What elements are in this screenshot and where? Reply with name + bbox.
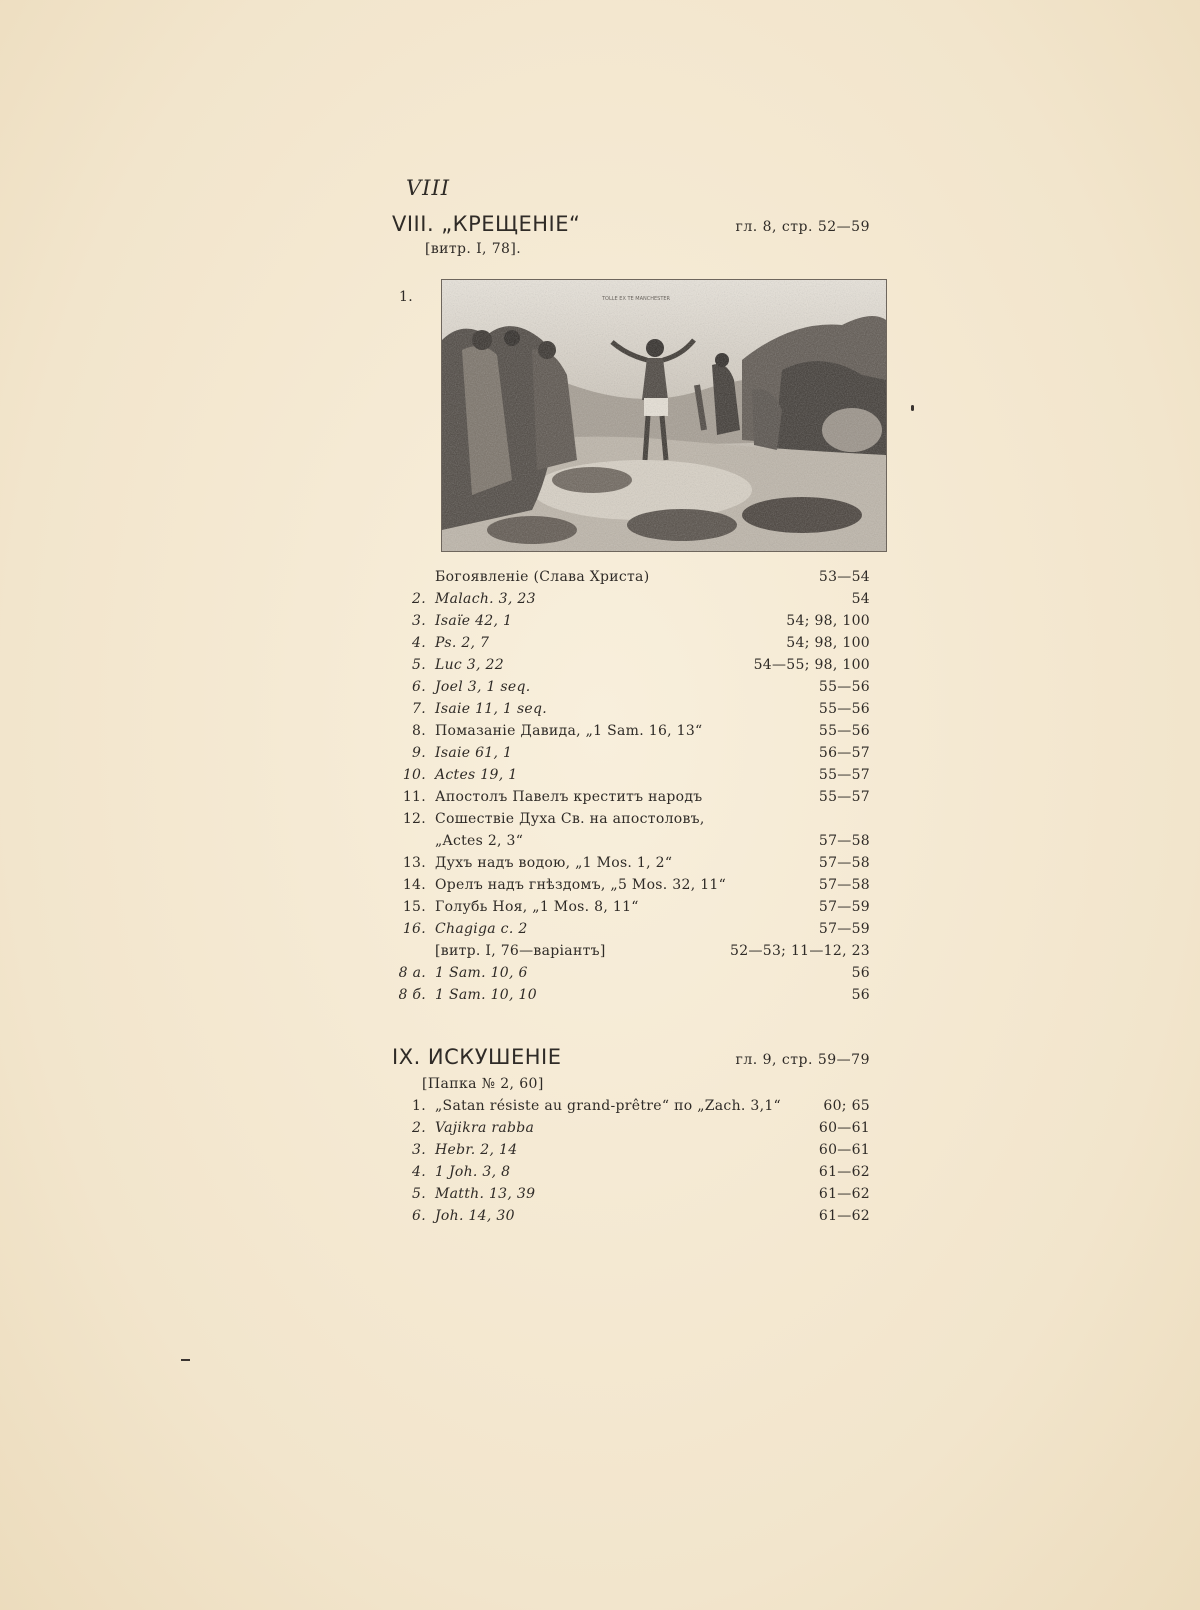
index-entry	[392, 921, 870, 943]
entry-number: 2.	[412, 1120, 426, 1136]
index-entry	[392, 591, 870, 613]
entry-pages: 55—56	[818, 701, 870, 717]
index-entry	[392, 679, 870, 701]
entry-number: 1.	[412, 1098, 426, 1114]
entry-pages: 57—59	[818, 899, 870, 915]
entry-pages: 56—57	[818, 745, 870, 761]
entry-number: 4.	[412, 1164, 426, 1180]
index-entry	[392, 855, 870, 877]
index-entry	[392, 833, 870, 855]
section-viii-entries	[392, 569, 870, 1009]
entry-pages: 60—61	[818, 1142, 870, 1158]
index-entry	[392, 745, 870, 767]
entry-pages: 57—58	[818, 833, 870, 849]
entry-pages: 60; 65	[823, 1098, 870, 1114]
entry-title: Орелъ надъ гнѣздомъ, „5 Mos. 32, 11“	[435, 877, 727, 893]
entry-title: Isaïe 42, 1	[435, 613, 513, 629]
entry-pages: 60—61	[818, 1120, 870, 1136]
index-entry	[392, 987, 870, 1009]
entry-title: 1 Sam. 10, 6	[435, 965, 528, 981]
index-entry	[392, 811, 870, 833]
entry-number: 2.	[412, 591, 426, 607]
page-folio: VIII	[406, 176, 451, 200]
section-ix-title: IX. ИСКУШЕНІЕ	[392, 1045, 562, 1069]
index-entry	[392, 723, 870, 745]
entry-number: 10.	[402, 767, 426, 783]
entry-number: 4.	[412, 635, 426, 651]
entry-title: Богоявленіе (Слава Христа)	[435, 569, 650, 585]
entry-number: 13.	[402, 855, 426, 871]
ink-speck	[911, 405, 914, 411]
baptism-illustration	[441, 279, 887, 552]
index-entry	[392, 1208, 870, 1230]
entry-number: 14.	[402, 877, 426, 893]
entry-title: 1 Joh. 3, 8	[435, 1164, 511, 1180]
entry-pages: 52—53; 11—12, 23	[730, 943, 870, 959]
entry-title: Isaie 61, 1	[435, 745, 513, 761]
entry-title: „Satan résiste au grand-prêtre“ по „Zach. 3,1“	[435, 1098, 782, 1114]
entry-pages: 61—62	[818, 1186, 870, 1202]
entry-title: 1 Sam. 10, 10	[435, 987, 537, 1003]
entry-pages: 55—57	[818, 789, 870, 805]
entry-number: 7.	[412, 701, 426, 717]
entry-number: 3.	[412, 1142, 426, 1158]
entry-pages: 55—57	[818, 767, 870, 783]
section-ix-reference: гл. 9, стр. 59—79	[735, 1052, 870, 1068]
entry-number: 12.	[402, 811, 426, 827]
entry-title: Actes 19, 1	[435, 767, 518, 783]
entry-title: Matth. 13, 39	[435, 1186, 536, 1202]
section-viii-note: [витр. I, 78].	[425, 241, 522, 257]
entry-pages: 57—58	[818, 855, 870, 871]
entry-pages: 61—62	[818, 1164, 870, 1180]
entry-title: Joh. 14, 30	[435, 1208, 515, 1224]
section-ix-entries	[392, 1098, 870, 1230]
entry-title: Сошествіе Духа Св. на апостоловъ,	[435, 811, 705, 827]
entry-title: Chagiga c. 2	[435, 921, 528, 937]
entry-title: Malach. 3, 23	[435, 591, 536, 607]
entry-title: Ps. 2, 7	[435, 635, 490, 651]
index-entry	[392, 569, 870, 591]
section-ix-note: [Папка № 2, 60]	[422, 1076, 544, 1092]
index-entry	[392, 943, 870, 965]
entry-number: 15.	[402, 899, 426, 915]
entry-pages: 53—54	[818, 569, 870, 585]
section-ix-heading	[392, 1045, 870, 1069]
entry-pages: 55—56	[818, 723, 870, 739]
plate-number: 1.	[399, 289, 414, 305]
entry-pages: 56	[851, 965, 870, 981]
index-entry	[392, 635, 870, 657]
entry-number: 11.	[402, 789, 426, 805]
entry-title: [витр. I, 76—варіантъ]	[435, 943, 606, 959]
index-entry	[392, 1142, 870, 1164]
index-entry	[392, 965, 870, 987]
index-entry	[392, 1098, 870, 1120]
entry-title: Isaie 11, 1 seq.	[435, 701, 548, 717]
index-entry	[392, 899, 870, 921]
ink-speck	[181, 1359, 190, 1361]
entry-title: Vajikra rabba	[435, 1120, 535, 1136]
section-viii-title: VIII. „КРЕЩЕНІЕ“	[392, 212, 581, 236]
entry-number: 16.	[402, 921, 426, 937]
entry-number: 6.	[412, 679, 426, 695]
entry-title: Голубь Ноя, „1 Mos. 8, 11“	[435, 899, 639, 915]
entry-number: 5.	[412, 1186, 426, 1202]
entry-pages: 56	[851, 987, 870, 1003]
entry-title: Joel 3, 1 seq.	[435, 679, 531, 695]
entry-pages: 57—59	[818, 921, 870, 937]
entry-number: 3.	[412, 613, 426, 629]
entry-pages: 57—58	[818, 877, 870, 893]
index-entry	[392, 1164, 870, 1186]
index-entry	[392, 1120, 870, 1142]
entry-number: 8 а.	[398, 965, 426, 981]
entry-number: 5.	[412, 657, 426, 673]
entry-title: Помазаніе Давида, „1 Sam. 16, 13“	[435, 723, 703, 739]
index-entry	[392, 613, 870, 635]
entry-title: „Actes 2, 3“	[435, 833, 524, 849]
index-entry	[392, 701, 870, 723]
entry-number: 6.	[412, 1208, 426, 1224]
entry-number: 8.	[412, 723, 426, 739]
entry-number: 8 б.	[398, 987, 426, 1003]
index-entry	[392, 789, 870, 811]
entry-number: 9.	[412, 745, 426, 761]
entry-pages: 55—56	[818, 679, 870, 695]
entry-title: Luc 3, 22	[435, 657, 504, 673]
index-entry	[392, 1186, 870, 1208]
entry-title: Hebr. 2, 14	[435, 1142, 518, 1158]
entry-pages: 61—62	[818, 1208, 870, 1224]
section-viii-heading	[392, 212, 870, 236]
section-viii-reference: гл. 8, стр. 52—59	[735, 219, 870, 235]
entry-pages: 54	[851, 591, 870, 607]
entry-title: Духъ надъ водою, „1 Mos. 1, 2“	[435, 855, 673, 871]
entry-pages: 54—55; 98, 100	[753, 657, 870, 673]
entry-pages: 54; 98, 100	[786, 635, 870, 651]
entry-pages: 54; 98, 100	[786, 613, 870, 629]
index-entry	[392, 657, 870, 679]
entry-title: Апостолъ Павелъ креститъ народъ	[435, 789, 703, 805]
index-entry	[392, 877, 870, 899]
index-entry	[392, 767, 870, 789]
